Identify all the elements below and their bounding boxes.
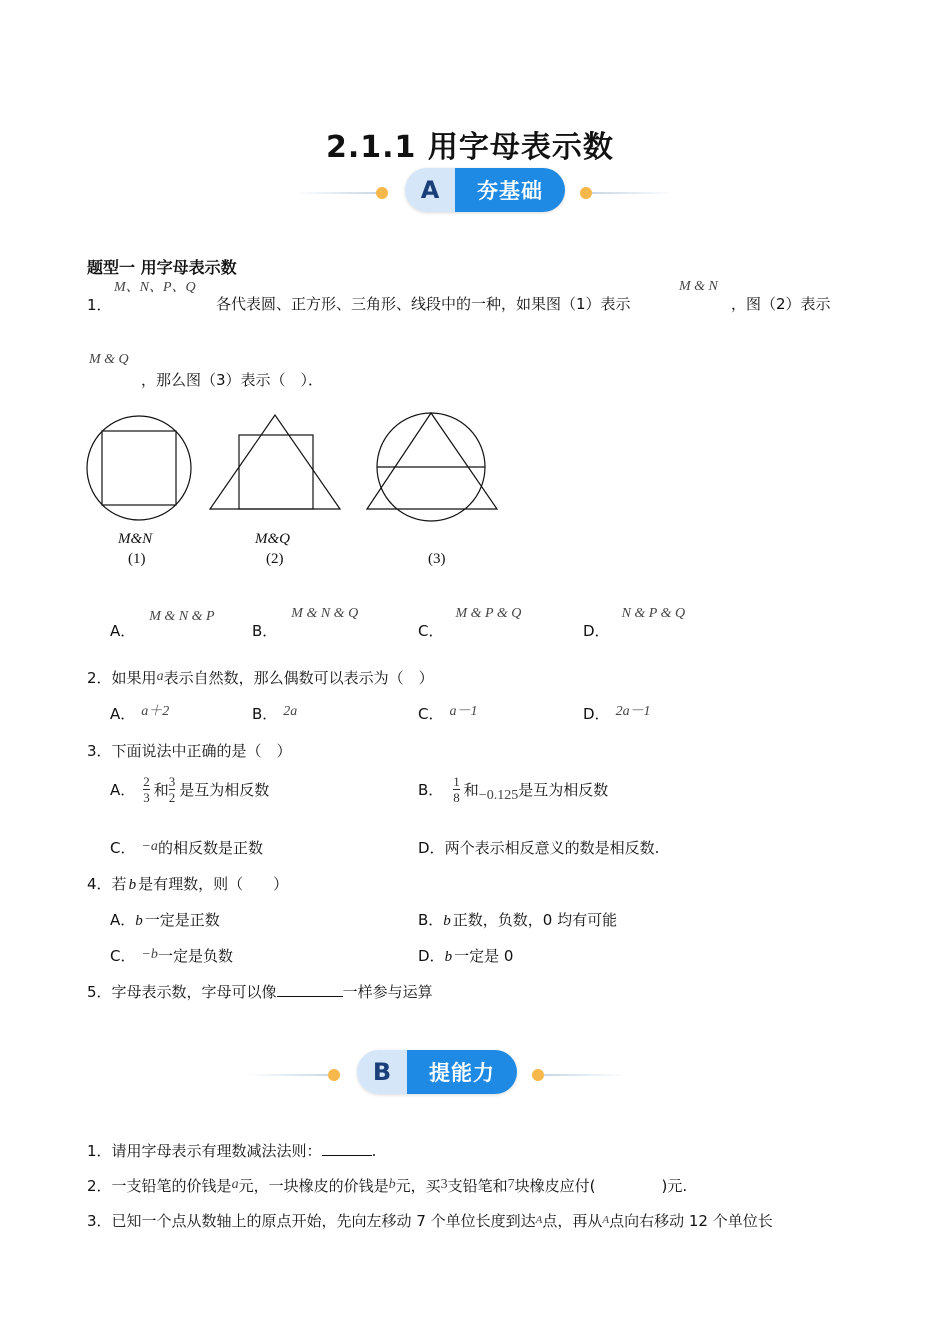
q2-option-d[interactable] [583, 703, 651, 724]
b3-text-c: 点向右移动 12 个单位长 [609, 1212, 773, 1230]
b3-math-a: A [535, 1214, 543, 1226]
fraction-numerator: 2 [143, 774, 150, 789]
banner-b-left-dot [328, 1069, 340, 1081]
b2-stem [87, 1175, 687, 1196]
fraction-1-8 [453, 774, 460, 805]
q1-number: 1． [87, 296, 112, 314]
figure-2-number: (2) [266, 551, 284, 567]
q1-figures [84, 410, 514, 522]
option-var: b [443, 913, 451, 929]
banner-b [357, 1050, 517, 1094]
q4-var: b [128, 877, 137, 893]
q3-text: 下面说法中正确的是（ ） [111, 742, 292, 760]
option-label: C． [110, 947, 136, 965]
option-mid: 和 [463, 781, 479, 799]
b1-number: 1． [87, 1142, 112, 1160]
option-math: a＋2 [141, 704, 170, 719]
q5-number: 5． [87, 983, 112, 1001]
q4-option-c[interactable] [110, 945, 233, 966]
b2-text-e: 块橡皮应付( [514, 1177, 596, 1195]
option-mid: 和 [153, 781, 169, 799]
q1-math-fig2: M & Q [89, 352, 129, 367]
option-label: D． [418, 947, 445, 965]
banner-a-right-dot [580, 187, 592, 199]
q2-option-c[interactable] [418, 703, 477, 724]
option-tail: 是互为相反数 [179, 781, 270, 799]
b2-text-c: 元，买 [395, 1177, 441, 1195]
fraction-denominator: 3 [143, 790, 150, 805]
q2-math-a: a [156, 669, 164, 684]
q4-number: 4． [87, 875, 112, 893]
q3-stem [87, 740, 292, 761]
option-label: D． [418, 839, 445, 857]
q1-option-d[interactable] [583, 601, 686, 640]
fraction-numerator: 1 [453, 774, 460, 789]
q1-text-b: ，图（2）表示 [731, 295, 831, 313]
option-label: C． [418, 705, 444, 723]
option-label: B． [418, 911, 444, 929]
q4-option-d[interactable] [418, 945, 513, 966]
option-text: 一定是负数 [157, 947, 233, 965]
figure-3 [367, 413, 497, 521]
b2-text-a: 一支铅笔的价钱是 [111, 1177, 232, 1195]
b2-text-f: )元. [661, 1177, 688, 1195]
option-label: B． [418, 781, 444, 799]
option-math: M & N & Q [291, 606, 359, 621]
q3-option-a[interactable] [110, 774, 269, 805]
figure-3-number: (3) [428, 551, 446, 567]
option-label: A． [110, 911, 136, 929]
q4-text-a: 若 [111, 875, 127, 893]
figure-2-triangle [210, 415, 340, 509]
q3-option-c[interactable] [110, 837, 263, 858]
q1-option-b[interactable] [252, 601, 359, 640]
option-tail: 的相反数是正数 [157, 839, 263, 857]
banner-a-left-dot [376, 187, 388, 199]
banner-a [405, 168, 565, 212]
q4-text-b: 是有理数，则（ ） [138, 875, 289, 893]
figure-1-number: (1) [128, 551, 146, 567]
b2-math-d: 7 [507, 1177, 515, 1192]
q5-text-b: 一样参与运算 [342, 983, 433, 1001]
fraction-denominator: 2 [168, 790, 176, 805]
option-label: B． [252, 705, 278, 723]
option-label: D． [583, 622, 610, 640]
option-text: 两个表示相反意义的数是相反数. [444, 839, 660, 857]
figure-2-square [239, 435, 313, 509]
b3-text-a: 已知一个点从数轴上的原点开始，先向左移动 7 个单位长度到达 [111, 1212, 536, 1230]
banner-b-letter: B [357, 1050, 407, 1094]
b3-math-b: A [602, 1214, 610, 1226]
q1-text-a: 各代表圆、正方形、三角形、线段中的一种，如果图（1）表示 [216, 295, 631, 313]
figure-1-label: M&N [118, 531, 153, 547]
q4-option-b[interactable] [418, 909, 617, 930]
b2-text-d: 支铅笔和 [447, 1177, 508, 1195]
option-label: C． [418, 622, 444, 640]
q4-option-a[interactable] [110, 909, 220, 930]
q2-option-b[interactable] [252, 703, 297, 724]
option-label: C． [110, 839, 136, 857]
banner-b-left-line [248, 1074, 330, 1076]
fraction-3-2 [169, 774, 176, 805]
option-text: 一定是正数 [144, 911, 220, 929]
q3-number: 3． [87, 742, 112, 760]
option-math: 2a－1 [615, 704, 651, 719]
b1-text-a: 请用字母表示有理数减法法则： [111, 1142, 322, 1160]
banner-a-right-line [592, 192, 674, 194]
b2-math-c: 3 [440, 1177, 448, 1192]
banner-b-label: 提能力 [407, 1050, 517, 1094]
option-math: a－1 [449, 704, 478, 719]
q1-option-a[interactable] [110, 604, 215, 640]
option-var: b [135, 913, 143, 929]
banner-b-right-dot [532, 1069, 544, 1081]
q3-option-b[interactable] [418, 774, 608, 805]
q1-math-intro: M、N、P、Q [114, 280, 196, 295]
banner-b-right-line [544, 1074, 626, 1076]
figure-2 [210, 415, 340, 509]
page-title: 2.1.1 用字母表示数 [326, 130, 614, 165]
q2-text-a: 如果用 [111, 669, 157, 687]
option-label: A． [110, 705, 136, 723]
figure-1 [87, 416, 191, 520]
q1-option-c[interactable] [418, 601, 522, 640]
option-math: N & P & Q [621, 606, 686, 621]
q3-option-d[interactable] [418, 837, 659, 858]
option-label: A． [110, 781, 136, 799]
b1-stem [87, 1140, 376, 1161]
option-math: M & N & P [149, 609, 215, 624]
option-text: 一定是 0 [454, 947, 514, 965]
section-heading: 题型一 用字母表示数 [87, 258, 237, 277]
option-label: A． [110, 622, 136, 640]
q5-stem [87, 981, 433, 1002]
banner-a-letter: A [405, 168, 455, 212]
banner-a-label: 夯基础 [455, 168, 565, 212]
b1-text-b: . [371, 1142, 377, 1160]
option-var: b [444, 949, 453, 965]
banner-a-left-line [296, 192, 378, 194]
option-label: D． [583, 705, 610, 723]
option-tail: 是互为相反数 [518, 781, 609, 799]
b1-answer-blank[interactable] [322, 1141, 372, 1156]
b3-text-b: 点，再从 [542, 1212, 603, 1230]
figure-1-square [102, 431, 176, 505]
fraction-numerator: 3 [168, 774, 176, 789]
option-text: 正数，负数，0 均有可能 [452, 911, 618, 929]
b2-math-a: a [231, 1177, 239, 1192]
q1-math-fig1: M & N [679, 279, 718, 294]
q5-answer-blank[interactable] [277, 982, 343, 997]
b2-text-b: 元，一块橡皮的价钱是 [238, 1177, 389, 1195]
option-math: 2a [283, 704, 298, 719]
q2-option-a[interactable] [110, 703, 169, 724]
q5-text-a: 字母表示数，字母可以像 [111, 983, 277, 1001]
q1-text-c: ，那么图（3）表示（ ）． [141, 371, 324, 389]
option-math: −0.125 [478, 787, 519, 803]
q2-number: 2． [87, 669, 112, 687]
q2-text-b: 表示自然数，那么偶数可以表示为（ ） [163, 669, 434, 687]
figure-2-label: M&Q [255, 531, 290, 547]
option-math: M & P & Q [455, 606, 522, 621]
b2-number: 2． [87, 1177, 112, 1195]
option-math: −a [141, 839, 158, 854]
fraction-2-3 [143, 774, 150, 805]
option-var: −b [141, 947, 158, 962]
b3-number: 3． [87, 1212, 112, 1230]
q4-stem [87, 873, 288, 894]
b3-stem [87, 1210, 773, 1231]
q2-stem [87, 667, 434, 688]
fraction-denominator: 8 [453, 790, 460, 805]
option-label: B． [252, 622, 278, 640]
b2-math-b: b [388, 1177, 396, 1192]
